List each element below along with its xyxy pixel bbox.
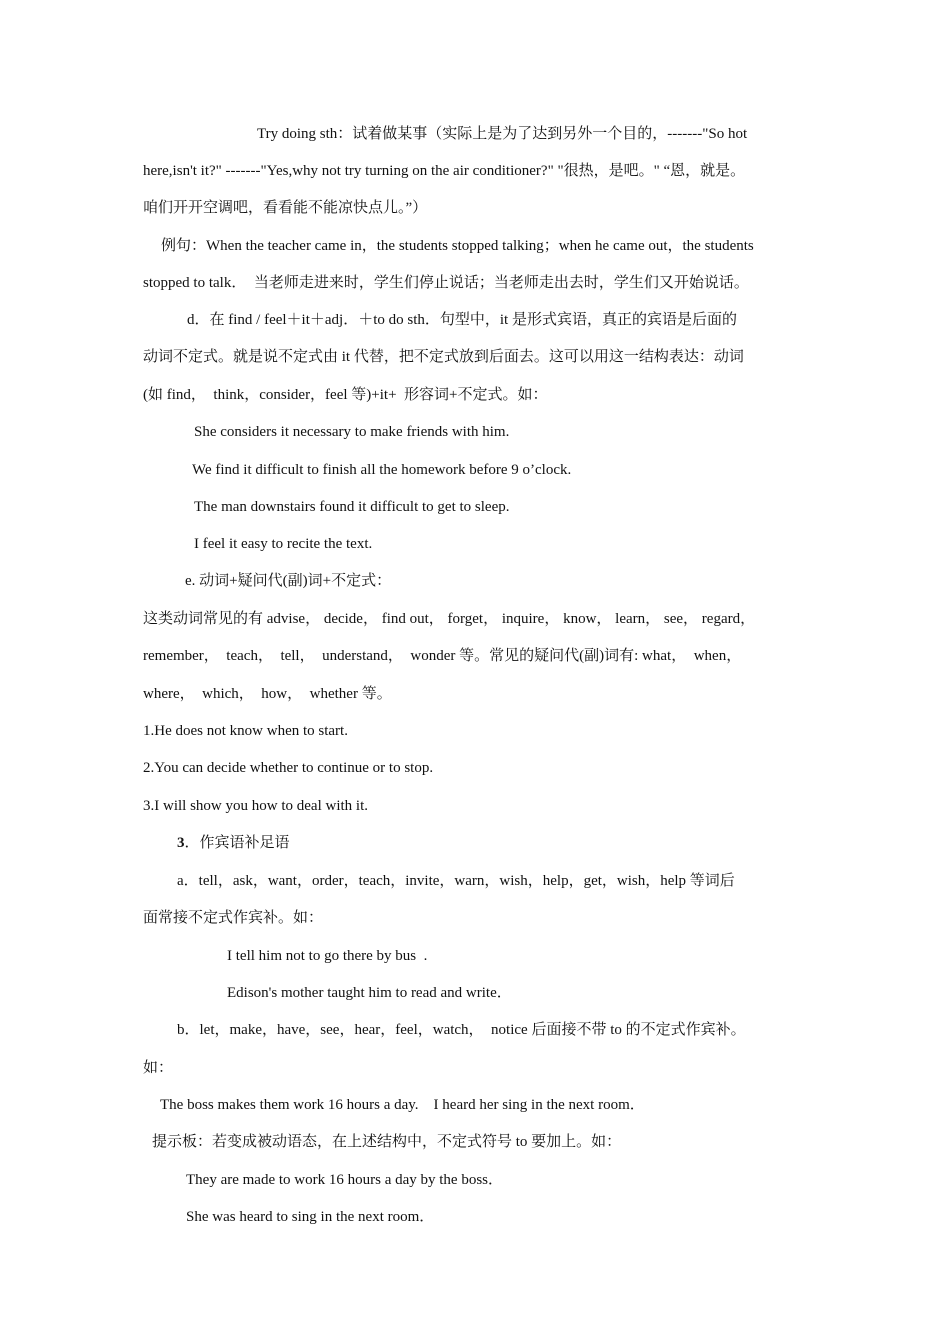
section-e-line-3: where， which， how， whether 等。 [143,686,392,702]
section-3-number: 3 [177,835,185,851]
try-doing-line-3: 咱们开开空调吧，看看能不能凉快点儿。”） [143,200,428,216]
example-sentence: We find it difficult to finish all the homework before 9 o’clock. [192,462,572,478]
section-a-line-2: 面常接不定式作宾补。如： [143,910,324,926]
section-3-heading [177,833,290,853]
example-line-1: 例句：When the teacher came in，the students stopped talking；when he came out，the students [161,238,754,254]
example-sentence: I tell him not to go there by bus . [227,948,428,964]
section-d-line-1: d．在 find / feel＋it＋adj．＋to do sth．句型中，it 是形式宾语，真正的宾语是后面的 [187,312,737,328]
example-sentence: Edison's mother taught him to read and write． [227,985,512,1001]
section-e-line-2: remember， teach， tell， understand， wonder 等。常见的疑问代(副)词有: what， when， [143,648,742,664]
try-doing-line-1: Try doing sth：试着做某事（实际上是为了达到另外一个目的，-------"So hot [257,126,748,142]
numbered-example: 3.I will show you how to deal with it. [143,798,368,814]
section-d-line-2: 动词不定式。就是说不定式由 it 代替，把不定式放到后面去。这可以用这一结构表达：动词 [143,349,744,365]
numbered-example: 1.He does not know when to start. [143,723,348,739]
section-e-line-1: 这类动词常见的有 advise， decide， find out， forget， inquire， know， learn， see， regard， [143,611,756,627]
example-sentence: The boss makes them work 16 hours a day. I heard her sing in the next room． [160,1097,645,1113]
section-d-line-3: (如 find， think，consider，feel 等)+it+ 形容词+不定式。如： [143,387,548,403]
section-b-line-2: 如： [143,1060,174,1076]
example-sentence: She was heard to sing in the next room． [186,1209,435,1225]
try-doing-line-2: here,isn't it?" -------"Yes,why not try turning on the air conditioner?" "很热，是吧。" “恩，就是。 [143,163,746,179]
section-b-line-1: b．let，make，have，see，hear，feel，watch， notice 后面接不带 to 的不定式作宾补。 [177,1022,746,1038]
tip-note: 提示板：若变成被动语态，在上述结构中，不定式符号 to 要加上。如： [152,1134,622,1150]
example-sentence: The man downstairs found it difficult to get to sleep. [194,499,510,515]
example-sentence: I feel it easy to recite the text. [194,536,373,552]
section-a-line-1: a．tell，ask，want，order，teach，invite，warn，wish，help，get，wish，help 等词后 [177,873,735,889]
section-e-heading: e. 动词+疑问代(副)词+不定式： [185,573,392,589]
example-line-2: stopped to talk． 当老师走进来时，学生们停止说话；当老师走出去时，学生们又开始说话。 [143,275,749,291]
example-sentence: They are made to work 16 hours a day by the boss． [186,1172,504,1188]
numbered-example: 2.You can decide whether to continue or to stop. [143,760,434,776]
example-sentence: She considers it necessary to make friends with him. [194,424,510,440]
section-3-title: ．作宾语补足语 [184,835,290,851]
